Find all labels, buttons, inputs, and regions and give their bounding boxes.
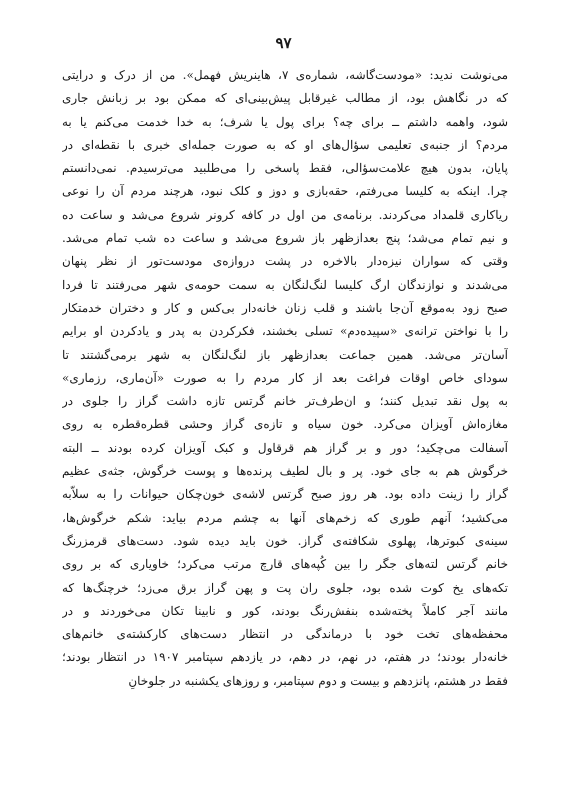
text-line: مردم؟ از جنبه‌ی تعلیمی سؤال‌های او که به صورت جمله‌ای خبری با نقطه‌ای در bbox=[62, 137, 508, 152]
text-line: خرگوش هم به جای خود. پر و بال لطیف پرنده‌ها و پوست خرگوش، جثه‌ی عظیم bbox=[62, 464, 508, 479]
text-line: سودای خاص اوقات فراغت بعد از کار مردم را به صورت «آن‌ماری، رزماری» bbox=[62, 370, 508, 385]
text-line: محفظه‌های تخت خود با درماندگی در انتظار دست‌های کارکشته‌ی خانم‌های bbox=[62, 627, 508, 642]
page-number: ۹۷ bbox=[275, 34, 292, 52]
text-line: مانند آجر کاملاً پخته‌شده بنفش‌رنگ بودند، کور و نابینا تکان می‌خوردند و در bbox=[62, 603, 508, 618]
text-line: می‌کشید؛ آنهم طوری که زخم‌های آنها به چشم مردم بیاید: شکم خرگوش‌ها، bbox=[62, 510, 508, 525]
text-line: آسان‌تر می‌شد. همین جماعت بعدازظهر باز لنگ‌لنگان به شهر برمی‌گشتند تا bbox=[62, 347, 508, 362]
text-line: صبح زود به‌موقع آن‌جا باشند و قلب زنان خانه‌دار بی‌کس و کار و دختران خدمتکار bbox=[62, 300, 508, 315]
text-line: و نیم تمام می‌شد؛ پنج بعدازظهر باز شروع می‌شد و ساعت ده شب تمام می‌شد. bbox=[62, 231, 508, 246]
text-line: فقط در هشتم، پانزدهم و بیست و دوم سپتامبر، و روزهای یکشنبه در جلوخانِ bbox=[128, 673, 508, 688]
text-line: وقتی که سواران نیزه‌دار بالاخره در پشت دروازه‌ی مودست‌تور از نظر پنهان bbox=[62, 254, 508, 269]
text-line: خانه‌دار بودند؛ در هفتم، در نهم، در دهم، در یازدهم سپتامبر ۱۹۰۷ در انتظار بودند؛ bbox=[62, 650, 508, 665]
text-line: تکه‌های یخ کوت شده بود، جلوی ران پت و پهن گراز برق می‌زد؛ خرچنگ‌ها که bbox=[62, 580, 508, 595]
text-line: را با نواختن ترانه‌ی «سپیده‌دم» تسلی بخشند، فکرکردن به پدر و یادکردن او برایم bbox=[62, 324, 508, 339]
text-line: که در نگاهش بود، از مطالب غیرقابل پیش‌بینی‌ای که ممکن بود بر زبانش جاری bbox=[62, 91, 508, 106]
text-line: می‌نوشت ندید: «مودست‌گاشه، شماره‌ی ۷، هاینریش فهمل». من از درک و درایتی bbox=[62, 68, 508, 82]
text-line: مغازه‌اش آویزان می‌کرد. خون سیاه و تازه‌ی گراز وحشی قطره‌قطره به روی bbox=[62, 417, 508, 432]
text-line: به پول نقد تبدیل کنند؛ و ان‌طرف‌تر خانم گرتس تازه داشت گراز را جلوی در bbox=[62, 394, 508, 409]
text-line: پایان، بدون هیچ علامت‌سؤالی، فقط پاسخی را می‌طلبید می‌ترسیدم. نمی‌دانستم bbox=[62, 161, 508, 176]
text-line: شود، واهمه داشتم ــ برای چه؟ برای پول یا شرف؛ به خدا خدمت می‌کنم یا به bbox=[62, 114, 508, 129]
text-line: گراز را زینت داده بود. هر روز صبح گرتس لاشه‌ی خون‌چکان حیوانات را به سلاّبه bbox=[62, 487, 508, 502]
body-text bbox=[62, 64, 508, 693]
text-line: خانم گرتس لته‌های جگر را بین کُپه‌های قارچ مرتب می‌کرد؛ خاویاری که بر روی bbox=[62, 557, 508, 572]
text-line: چرا. اینکه به کلیسا می‌رفتم، حقه‌بازی و دوز و کلک نبود، هرچند مردم آن را نوعی bbox=[62, 184, 508, 199]
text-line: آسفالت می‌چکید؛ دور و بر گراز هم قرقاول و کبک آویزان کرده بودند ــ البته bbox=[62, 440, 508, 455]
text-line: می‌شدند و نوازندگان ارگ کلیسا لنگ‌لنگان به سمت حومه‌ی شهر می‌رفتند تا فردا bbox=[62, 277, 508, 292]
text-line: سینه‌ی کبوترها، پهلوی شکافته‌ی گراز. خون باید دیده شود. دست‌های قرمزرنگ bbox=[62, 533, 508, 548]
text-line: ریاکاری قلمداد می‌کردند. برنامه‌ی من اول در کافه کرونر شروع می‌شد و ساعت ده bbox=[62, 207, 508, 222]
